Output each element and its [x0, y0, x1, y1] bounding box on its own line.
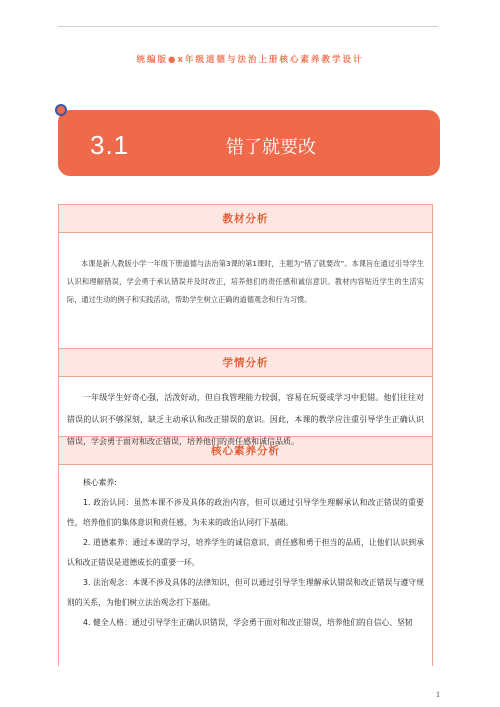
paragraph: 本课是新人教版小学一年级下册道德与法治第3课的第1课时，主题为“错了就要改”。本课旨在通过引导学生认识和理解错误，学会勇于承认错误并及时改正，培养他们的责任感和诚信意识。教材内容贴近学生的生活实际，通过生动的例子和实践活动，帮助学生树立正确的道德观念和行为习惯。: [67, 259, 424, 304]
core-literacy-item: 2. 道德素养：通过本课的学习，培养学生的诚信意识、责任感和勇于担当的品质，让他们认识到承认和改正错误是道德成长的重要一环。: [67, 538, 424, 567]
core-literacy-lead: 核心素养:: [83, 478, 117, 487]
page-number: 1: [436, 690, 440, 699]
lesson-title: 错了就要改: [226, 137, 316, 158]
core-literacy-item: 4. 健全人格：通过引导学生正确认识错误，学会勇于面对和改正错误，培养他们的自信心、坚韧: [83, 618, 413, 627]
banner-circle-decoration: [55, 104, 67, 116]
section-heading-core-literacy: 核心素养分析: [59, 437, 432, 465]
lesson-number: 3.1: [90, 130, 130, 160]
content-table: [58, 204, 433, 666]
section-heading-textbook-analysis: 教材分析: [59, 205, 432, 233]
section-body-textbook-analysis: [59, 233, 432, 349]
section-body-core-literacy: [59, 465, 432, 659]
running-header: 统编版●x年级道德与法治上册核心素养教学设计: [136, 55, 364, 65]
core-literacy-item: 1. 政治认同：虽然本课不涉及具体的政治内容，但可以通过引导学生理解承认和改正错误的重要性，培养他们的集体意识和责任感，为未来的政治认同打下基础。: [67, 498, 424, 527]
section-body-student-analysis: [59, 377, 432, 446]
core-literacy-item: 3. 法治观念：本课不涉及具体的法律知识，但可以通过引导学生理解承认错误和改正错误与遵守规则的关系，为他们树立法治观念打下基础。: [67, 578, 424, 607]
paragraph: 一年级学生好奇心强，活泼好动，但自我管理能力较弱，容易在玩耍或学习中犯错。他们往往对错误的认识不够深刻，缺乏主动承认和改正错误的意识。因此，本课的教学应注重引导学生正确认识错误，学会勇于面对和改正错误，培养他们的责任感和诚信品质。: [67, 393, 424, 446]
section-heading-student-analysis: 学情分析: [59, 349, 432, 377]
top-rule: [58, 26, 438, 27]
